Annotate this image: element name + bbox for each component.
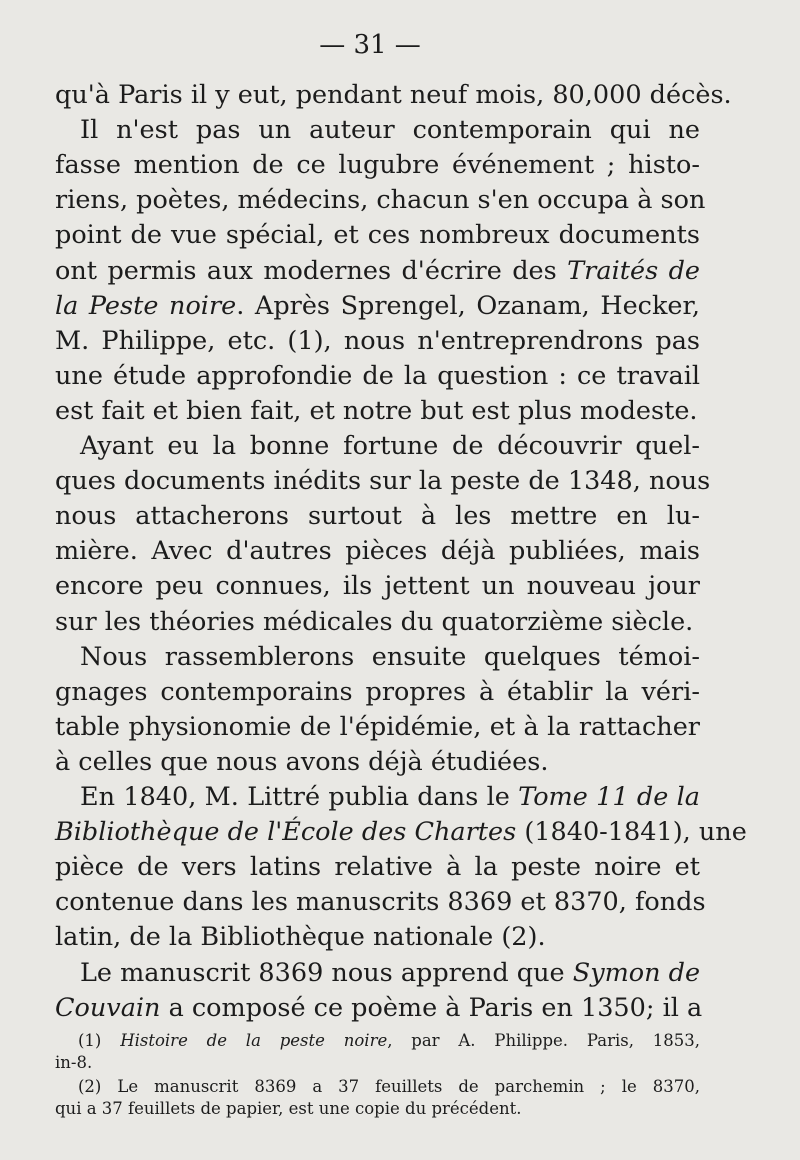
text-segment: pièce de vers latins relative à la peste noire et (55, 852, 700, 883)
text-line (55, 359, 700, 393)
footnote-text: qui a 37 feuillets de papier, est une copie du précédent. (55, 1099, 522, 1118)
text-segment: fasse mention de ce lugubre événement ; histo- (55, 150, 700, 181)
text-segment: une étude approfondie de la question : ce travail (55, 360, 700, 391)
text-segment: . Après Sprengel, Ozanam, Hecker, (236, 290, 700, 321)
text-segment: Le manuscrit 8369 nous apprend que (80, 957, 573, 988)
text-segment: Nous rassemblerons ensuite quelques témoi- (80, 641, 700, 672)
text-segment: Il n'est pas un auteur contemporain qui ne (80, 115, 700, 146)
text-line (55, 745, 700, 779)
text-line (55, 394, 700, 428)
text-line (55, 710, 700, 744)
footnote-title: Histoire de la peste noire (120, 1031, 388, 1050)
text-segment: ont permis aux modernes d'écrire des (55, 255, 568, 286)
italic-title: Symon de (572, 957, 701, 988)
text-segment: riens, poètes, médecins, chacun s'en occupa à son (55, 185, 706, 216)
text-line (55, 534, 700, 568)
italic-title: Bibliothèque de l'École des Chartes (55, 817, 517, 848)
text-line (80, 780, 700, 814)
text-line (55, 885, 706, 919)
text-line (80, 429, 700, 463)
text-line (55, 850, 700, 884)
footnote-text: , par A. Philippe. Paris, 1853, (387, 1031, 701, 1050)
text-line (55, 991, 703, 1025)
text-segment: encore peu connues, ils jettent un nouveau jour (55, 571, 700, 602)
text-line (55, 675, 700, 709)
text-line (55, 254, 700, 288)
text-line (55, 815, 747, 849)
text-segment: qu'à Paris il y eut, pendant neuf mois, 80,000 décès. (55, 80, 732, 110)
footnote-text: in-8. (55, 1053, 93, 1072)
text-segment: mière. Avec d'autres pièces déjà publiées, mais (55, 536, 700, 567)
text-line (55, 605, 700, 639)
text-segment: table physionomie de l'épidémie, et à la rattacher (55, 711, 700, 742)
text-line (55, 464, 711, 498)
text-segment: a composé ce poème à Paris en 1350; il a (160, 992, 703, 1023)
text-segment: est fait et bien fait, et notre but est plus modeste. (55, 395, 698, 426)
text-segment: (1840-1841), une (516, 817, 747, 848)
text-line (80, 113, 700, 147)
text-line (55, 78, 732, 112)
italic-title: Traités de (567, 255, 700, 286)
text-segment: Ayant eu la bonne fortune de découvrir quel- (80, 431, 700, 461)
text-line (80, 640, 700, 674)
italic-title: Couvain (55, 992, 161, 1023)
text-segment: M. Philippe, etc. (1), nous n'entreprendrons pas (55, 325, 700, 356)
text-segment: à celles que nous avons déjà étudiées. (55, 746, 549, 777)
text-segment: En 1840, M. Littré publia dans le (80, 782, 519, 812)
text-line (55, 148, 700, 182)
text-segment: gnages contemporains propres à établir la véri- (55, 676, 700, 707)
footnote-text: (1) (78, 1031, 121, 1050)
footnote-line (55, 1052, 700, 1074)
text-line (55, 920, 700, 954)
text-segment: contenue dans les manuscrits 8369 et 8370, fonds (55, 887, 706, 918)
text-segment: sur les théories médicales du quatorzième siècle. (55, 606, 694, 637)
text-line (55, 569, 700, 603)
text-segment: point de vue spécial, et ces nombreux documents (55, 220, 700, 251)
footnote-text: (2) Le manuscrit 8369 a 37 feuillets de parchemin ; le 8370, (78, 1077, 700, 1096)
text-line (55, 218, 700, 252)
text-segment: nous attacherons surtout à les mettre en lu- (55, 501, 700, 532)
italic-title: la Peste noire (55, 290, 237, 321)
footnote-line (55, 1098, 700, 1120)
text-segment: latin, de la Bibliothèque nationale (2). (55, 922, 546, 953)
text-line (55, 324, 700, 358)
italic-title: Tome 11 de la (518, 782, 700, 812)
page-number: — 31 — (319, 30, 421, 60)
footnote-line (78, 1030, 700, 1052)
footnote-line (78, 1076, 700, 1098)
text-segment: ques documents inédits sur la peste de 1348, nous (55, 466, 711, 497)
text-line (55, 499, 700, 533)
text-line (55, 183, 706, 217)
text-line (55, 289, 700, 323)
text-line (80, 956, 700, 990)
